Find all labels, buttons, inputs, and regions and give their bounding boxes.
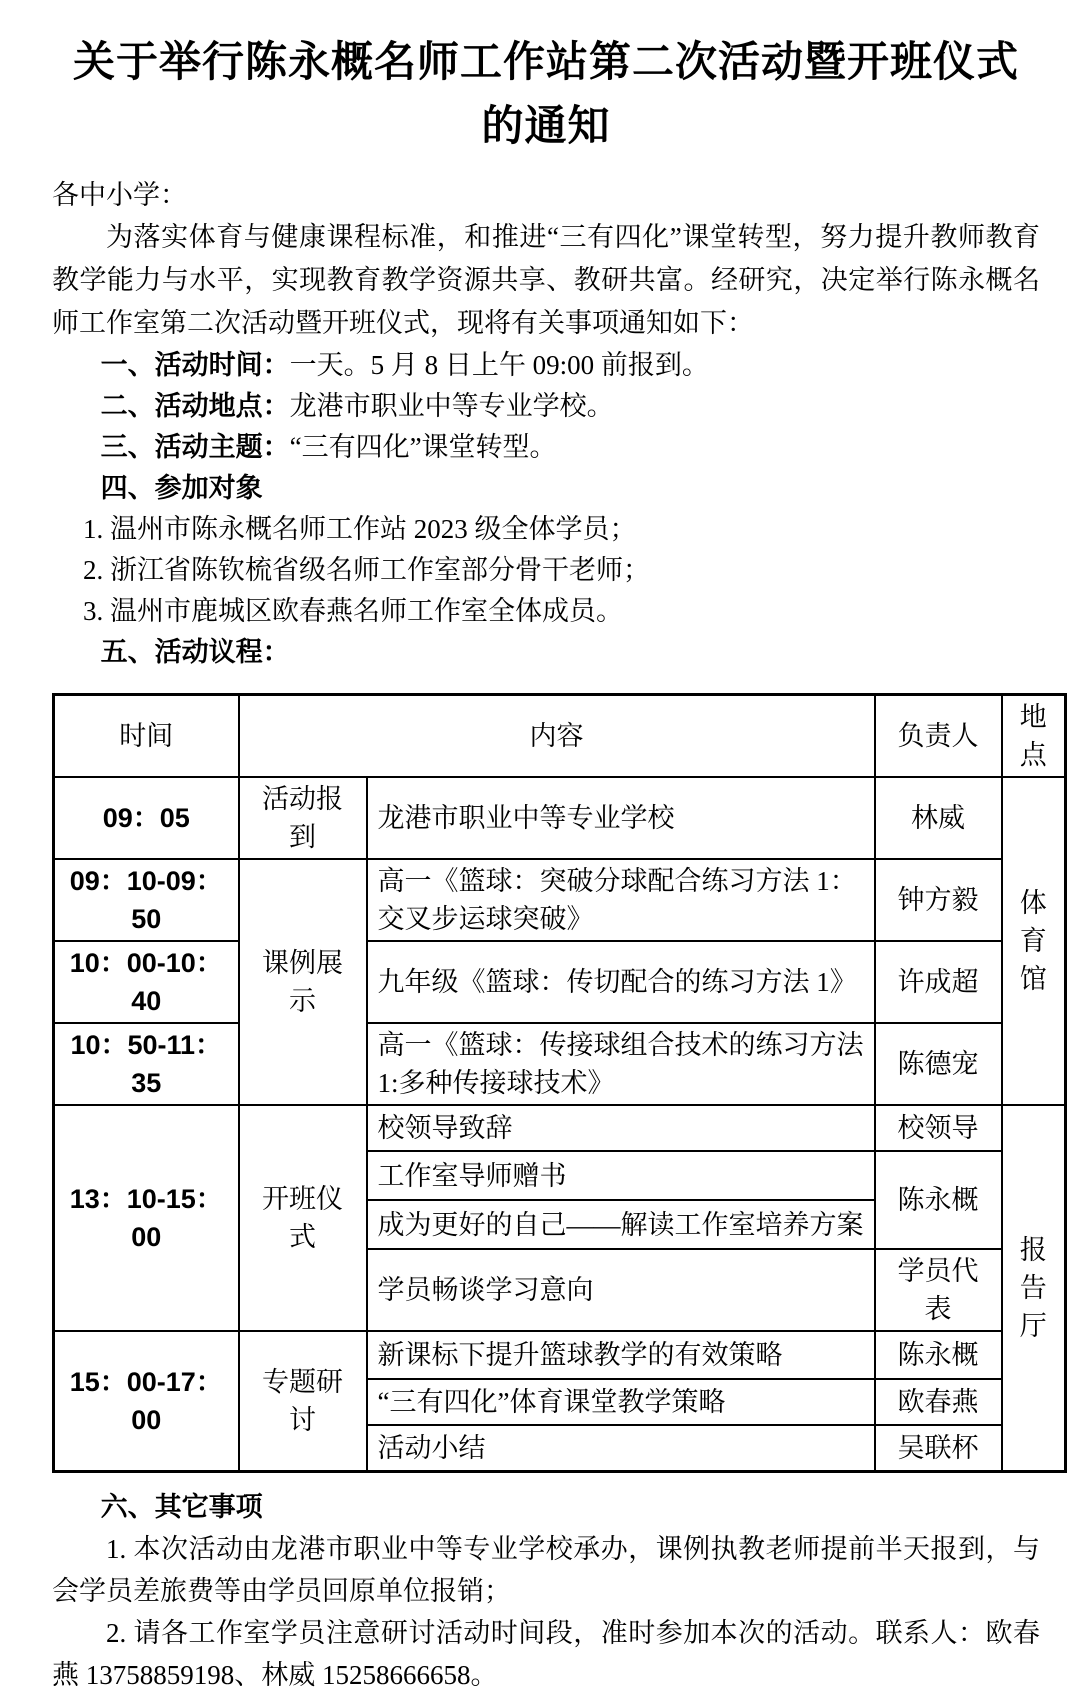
header-time: 时间 xyxy=(54,695,239,778)
cell-person: 钟方毅 xyxy=(875,859,1002,941)
cell-place-gym: 体育馆 xyxy=(1002,777,1066,1105)
section-activity-theme xyxy=(52,427,1040,468)
section-participants-heading: 四、参加对象 xyxy=(100,473,263,503)
cell-stage-seminar: 专题研讨 xyxy=(239,1331,367,1471)
cell-person: 许成超 xyxy=(875,941,1002,1023)
notice-title-line1: 关于举行陈永概名师工作站第二次活动暨开班仪式 xyxy=(72,38,1019,85)
cell-time-afternoon2: 15：00-17：00 xyxy=(54,1331,239,1471)
cell-content: 活动小结 xyxy=(367,1425,875,1471)
table-row xyxy=(54,859,1066,941)
agenda-header-row xyxy=(54,695,1066,778)
cell-content: 新课标下提升篮球教学的有效策略 xyxy=(367,1331,875,1379)
cell-place-hall: 报告厅 xyxy=(1002,1105,1066,1471)
table-row xyxy=(54,1105,1066,1151)
cell-person: 校领导 xyxy=(875,1105,1002,1151)
other-matters-heading: 六、其它事项 xyxy=(100,1491,263,1522)
salutation: 各中小学： xyxy=(52,180,187,210)
table-row xyxy=(54,1331,1066,1379)
cell-content: “三有四化”体育课堂教学策略 xyxy=(367,1379,875,1425)
table-row xyxy=(54,941,1066,1023)
section-activity-place-label: 二、活动地点： xyxy=(100,391,290,421)
other-matters-note: 2. 请各工作室学员注意研讨活动时间段，准时参加本次的活动。联系人：欧春燕 13758859198、林威 15258666658。 xyxy=(52,1617,1040,1690)
cell-person: 陈永概 xyxy=(875,1151,1002,1249)
cell-stage-lessons: 课例展示 xyxy=(239,859,367,1105)
section-activity-theme-text: “三有四化”课堂转型。 xyxy=(289,432,557,462)
header-person: 负责人 xyxy=(875,695,1002,778)
cell-content: 工作室导师赠书 xyxy=(367,1151,875,1200)
intro-paragraph: 为落实体育与健康课程标准，和推进“三有四化”课堂转型，努力提升教师教育教学能力与水平，实现教育教学资源共享、教研共富。经研究，决定举行陈永概名师工作室第二次活动暨开班仪式，现将有关事项通知如下： xyxy=(52,222,1040,338)
cell-content: 成为更好的自己——解读工作室培养方案 xyxy=(367,1200,875,1249)
cell-time: 10：00-10：40 xyxy=(54,941,239,1023)
cell-stage-ceremony: 开班仪式 xyxy=(239,1105,367,1331)
header-content: 内容 xyxy=(239,695,875,778)
notice-title xyxy=(52,30,1040,158)
table-row xyxy=(54,777,1066,859)
cell-content: 学员畅谈学习意向 xyxy=(367,1249,875,1331)
notice-title-line2: 的通知 xyxy=(481,102,611,149)
cell-person: 欧春燕 xyxy=(875,1379,1002,1425)
section-activity-place-text: 龙港市职业中等专业学校。 xyxy=(289,391,614,421)
cell-time-afternoon1: 13：10-15：00 xyxy=(54,1105,239,1331)
section-activity-time-text: 一天。5 月 8 日上午 09:00 前报到。 xyxy=(289,350,709,380)
cell-person: 学员代表 xyxy=(875,1249,1002,1331)
participant-item: 2. 浙江省陈钦梳省级名师工作室部分骨干老师； xyxy=(83,555,651,585)
other-matters-section xyxy=(52,1487,1040,1696)
section-activity-time-label: 一、活动时间： xyxy=(100,350,290,380)
cell-time: 09：05 xyxy=(54,777,239,859)
cell-person: 林威 xyxy=(875,777,1002,859)
section-activity-theme-label: 三、活动主题： xyxy=(100,432,290,462)
cell-content: 九年级《篮球：传切配合的练习方法 1》 xyxy=(367,941,875,1023)
cell-content: 校领导致辞 xyxy=(367,1105,875,1151)
participant-item: 3. 温州市鹿城区欧春燕名师工作室全体成员。 xyxy=(83,596,624,626)
cell-person: 陈德宠 xyxy=(875,1023,1002,1105)
cell-time: 09：10-09：50 xyxy=(54,859,239,941)
participant-item: 1. 温州市陈永概名师工作站 2023 级全体学员； xyxy=(83,514,637,544)
section-agenda-heading: 五、活动议程： xyxy=(100,637,290,667)
cell-person: 吴联杯 xyxy=(875,1425,1002,1471)
cell-person: 陈永概 xyxy=(875,1331,1002,1379)
section-activity-time xyxy=(52,345,1040,386)
cell-stage: 活动报到 xyxy=(239,777,367,859)
section-activity-place xyxy=(52,386,1040,427)
cell-content: 高一《篮球：传接球组合技术的练习方法 1:多种传接球技术》 xyxy=(367,1023,875,1105)
cell-time: 10：50-11：35 xyxy=(54,1023,239,1105)
cell-content: 龙港市职业中等专业学校 xyxy=(367,777,875,859)
table-row xyxy=(54,1023,1066,1105)
cell-content: 高一《篮球：突破分球配合练习方法 1：交叉步运球突破》 xyxy=(367,859,875,941)
header-place: 地点 xyxy=(1002,695,1066,778)
agenda-table xyxy=(52,693,1067,1473)
other-matters-note: 1. 本次活动由龙港市职业中等专业学校承办，课例执教老师提前半天报到，与会学员差旅费等由学员回原单位报销； xyxy=(52,1533,1040,1606)
